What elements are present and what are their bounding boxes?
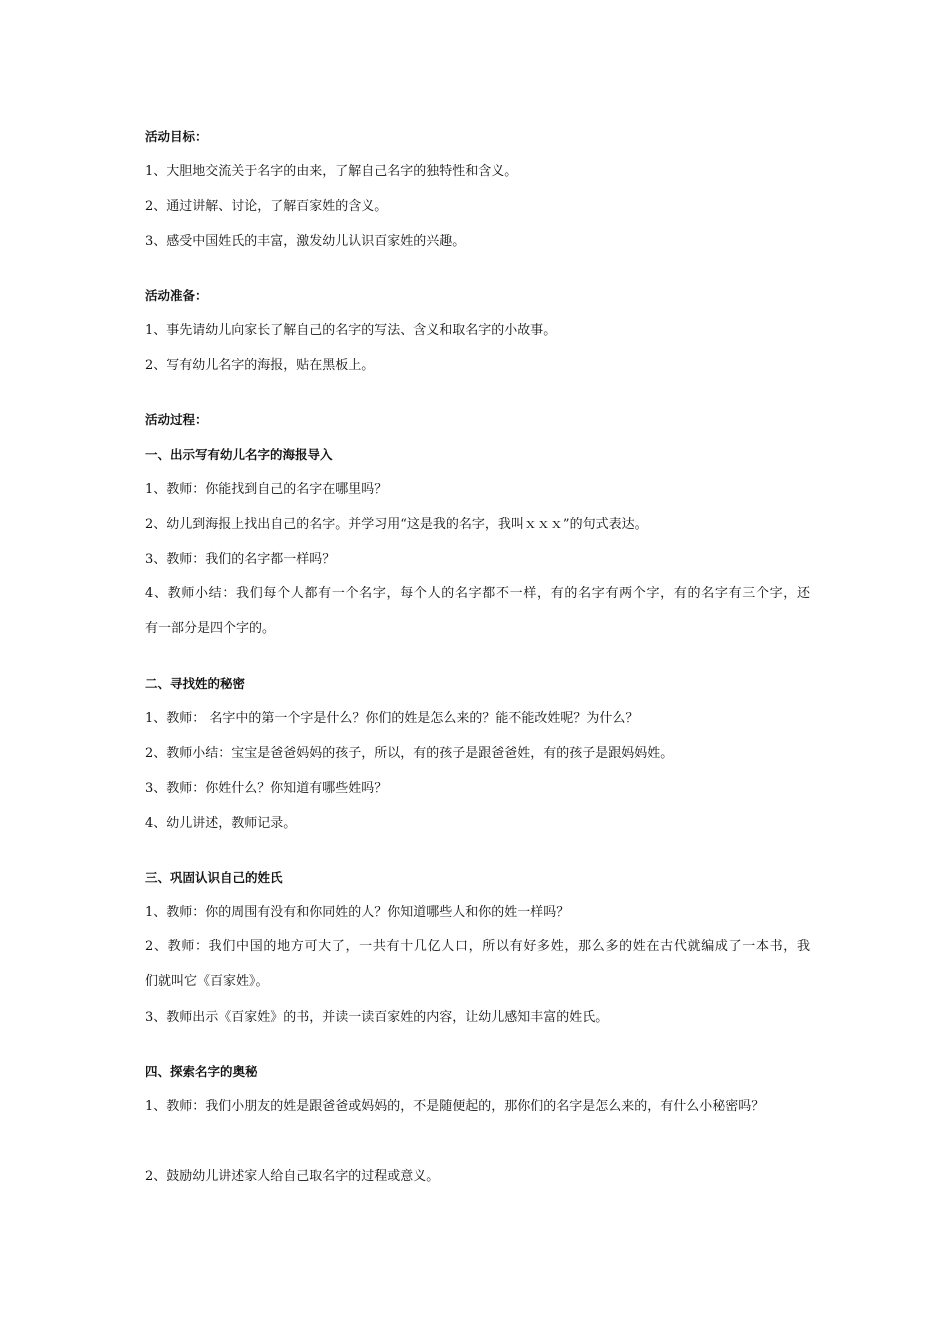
section-3-item-1: 1、教师：你的周围有没有和你同姓的人？你知道哪些人和你的姓一样吗？ (145, 905, 570, 920)
goal-item-2: 2、通过讲解、讨论，了解百家姓的含义。 (145, 199, 388, 214)
process-title: 活动过程： (145, 412, 208, 427)
section-3-item-2-cont: 们就叫它《百家姓》。 (145, 974, 269, 989)
section-3-item-2: 2、教师：我们中国的地方可大了，一共有十几亿人口，所以有好多姓，那么多的姓在古代就编成了一本书，我 (145, 939, 810, 954)
section-1-heading: 一、出示写有幼儿名字的海报导入 (145, 447, 333, 462)
section-1-item-1: 1、教师：你能找到自己的名字在哪里吗？ (145, 482, 388, 497)
goal-item-1: 1、大胆地交流关于名字的由来，了解自己名字的独特性和含义。 (145, 164, 518, 179)
goal-item-3: 3、感受中国姓氏的丰富，激发幼儿认识百家姓的兴趣。 (145, 234, 466, 249)
section-4-heading: 四、探索名字的奥秘 (145, 1064, 258, 1079)
section-3-item-3: 3、教师出示《百家姓》的书，并读一读百家姓的内容，让幼儿感知丰富的姓氏。 (145, 1010, 609, 1025)
section-1-item-3: 3、教师：我们的名字都一样吗？ (145, 552, 336, 567)
prep-title: 活动准备： (145, 288, 208, 303)
prep-item-2: 2、写有幼儿名字的海报，贴在黑板上。 (145, 358, 375, 373)
prep-item-1: 1、事先请幼儿向家长了解自己的名字的写法、含义和取名字的小故事。 (145, 323, 557, 338)
section-2-item-3: 3、教师：你姓什么？你知道有哪些姓吗？ (145, 781, 388, 796)
section-2-item-2: 2、教师小结：宝宝是爸爸妈妈的孩子，所以，有的孩子是跟爸爸姓，有的孩子是跟妈妈姓。 (145, 746, 674, 761)
section-1-item-4: 4、教师小结：我们每个人都有一个名字，每个人的名字都不一样，有的名字有两个字，有的名字有三个字，还 (145, 586, 810, 601)
goals-title: 活动目标： (145, 129, 208, 144)
section-2-item-4: 4、幼儿讲述，教师记录。 (145, 816, 297, 831)
section-4-item-2: 2、鼓励幼儿讲述家人给自己取名字的过程或意义。 (145, 1169, 440, 1184)
section-2-heading: 二、寻找姓的秘密 (145, 676, 246, 691)
section-3-heading: 三、巩固认识自己的姓氏 (145, 870, 283, 885)
section-4-item-1: 1、教师：我们小朋友的姓是跟爸爸或妈妈的，不是随便起的，那你们的名字是怎么来的，有什么小秘密吗？ (145, 1099, 765, 1114)
section-2-item-1: 1、教师： 名字中的第一个字是什么？你们的姓是怎么来的？能不能改姓呢？为什么？ (145, 711, 639, 726)
section-1-item-4-cont: 有一部分是四个字的。 (145, 621, 276, 636)
section-1-item-2: 2、幼儿到海报上找出自己的名字。并学习用“这是我的名字，我叫ｘｘｘ”的句式表达。 (145, 517, 648, 532)
